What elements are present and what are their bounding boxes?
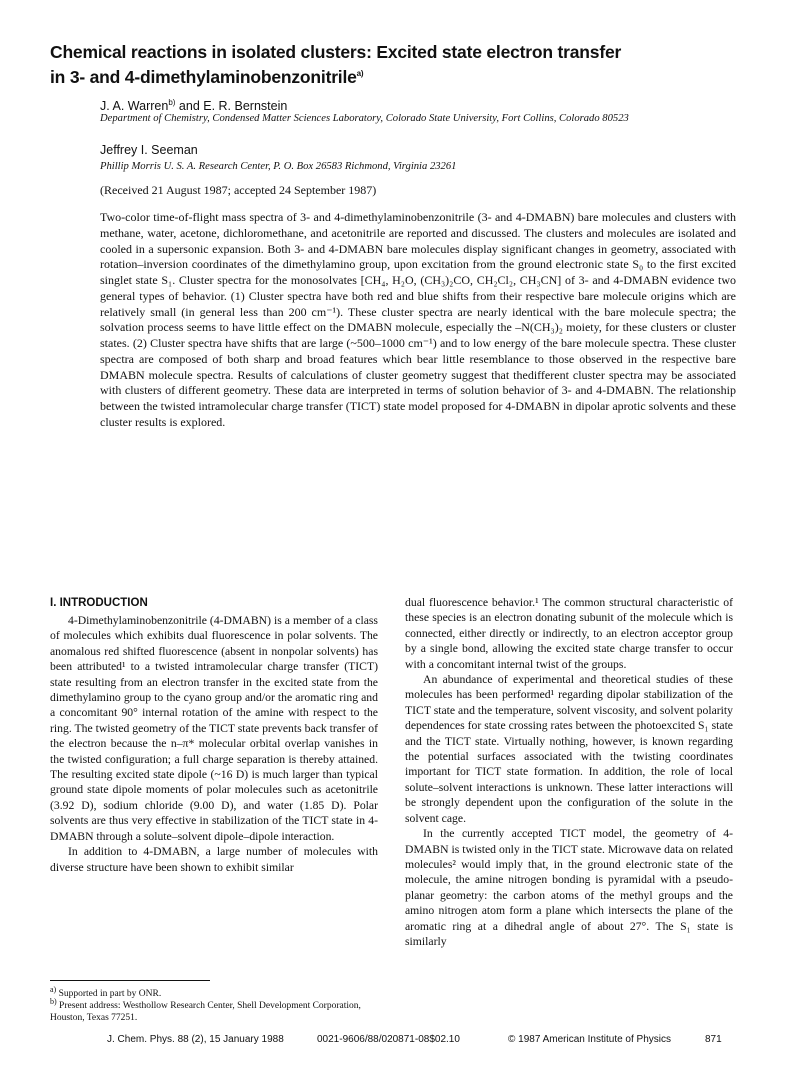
received-dates: (Received 21 August 1987; accepted 24 September 1987) xyxy=(100,183,377,197)
author-bernstein: and E. R. Bernstein xyxy=(175,99,288,114)
title-line-1: Chemical reactions in isolated clusters: Excited state electron transfer xyxy=(50,42,622,62)
page-number: 871 xyxy=(705,1034,722,1045)
left-column xyxy=(50,594,378,875)
copyright-notice: © 1987 American Institute of Physics xyxy=(508,1034,672,1045)
section-heading: I. INTRODUCTION xyxy=(50,597,148,609)
author-seeman: Jeffrey I. Seeman xyxy=(100,143,198,157)
intro-paragraph-5: In the currently accepted TICT model, the geometry of 4-DMABN is twisted only in the TICT state. Microwave data on related molecules² would imply that, in the ground electronic state of the molecule, the amine nitrogen bonding is pyramidal with a pseudo-planar geometry: the carbon atoms of the methyl groups and the amino nitrogen atom form a plane which intersects the plane of the aromatic ring at a dihedral angle of about 27°. The S₁ state is similarly xyxy=(405,827,733,948)
right-column xyxy=(405,595,733,949)
footnote-a-text: Supported in part by ONR. xyxy=(56,989,162,1000)
intro-paragraph-4: An abundance of experimental and theoretical studies of these molecules has been performed¹ regarding dipolar stabilization of the TICT state and the temperature, solvent viscosity, and solvent polarity dependences for state crossing rates between the photoexcited S₁ state and the TICT state. Virtually nothing, however, is known regarding the potential surfaces associated with the twisting coordinates important for TICT state formation. In addition, the role of local solute–solvent interactions is unknown. These latter interactions will be strongly dependent upon the configuration of the solute in the solvent cage. xyxy=(405,673,733,825)
footnote-b-text: Present address: Westhollow Research Center, Shell Development Corporation, Houston, Texas 77251. xyxy=(50,1001,361,1023)
footnote-divider xyxy=(50,980,210,981)
author-warren: J. A. Warren xyxy=(100,99,169,114)
intro-paragraph-1: 4-Dimethylaminobenzonitrile (4-DMABN) is a member of a class of molecules which exhibits dual fluorescence in polar solvents. The anomalous red shifted fluorescence (absent in nonpolar solvents) has been attributed¹ to a twisted intramolecular charge transfer (TICT) state resulting from an electron transfer in the excited state from the dimethylamino group to the cyano group and/or the aromatic ring and a concomitant 90° internal rotation of the amine with respect to the ring. The twisted geometry of the TICT state prevents back transfer of the electron because the n–π* molecular orbital overlap vanishes in the twisted configuration; a full charge separation is thereby attained. The resulting excited state dipole (~16 D) is much larger than typical ground state dipole moments of polar molecules such as acetonitrile (3.92 D), sodium chloride (9.00 D), and water (1.85 D). Polar solvents are thus very effective in stabilization of the TICT state in 4-DMABN through a solute–solvent dipole–dipole interaction. xyxy=(50,614,378,843)
article-title xyxy=(50,42,750,88)
footnote-b xyxy=(50,996,380,1024)
affiliation-1: Department of Chemistry, Condensed Matter Sciences Laboratory, Colorado State University, Fort Collins, Colorado 80523 xyxy=(100,113,629,124)
affiliation-2: Phillip Morris U. S. A. Research Center, P. O. Box 26583 Richmond, Virginia 23261 xyxy=(100,161,457,172)
intro-paragraph-2: In addition to 4-DMABN, a large number of molecules with diverse structure have been shown to exhibit similar xyxy=(50,845,378,874)
title-line-2 xyxy=(50,63,750,88)
footnote-a-mark: a) xyxy=(50,985,57,994)
abstract: Two-color time-of-flight mass spectra of 3- and 4-dimethylaminobenzonitrile (3- and 4-DMABN) bare molecules and clusters with methane, water, acetone, dichloromethane, and acetonitrile are reported and discussed. The clusters and molecules are isolated and cooled in a supersonic expansion. Both 3- and 4-DMABN bare molecules display significant changes in geometry, associated with rotation–inversion coordinates of the dimethylamino group, upon excitation from the ground electronic state S₀ to the first excited singlet state S₁. Cluster spectra for the monosolvates [CH₄, H₂O, (CH₃)₂CO, CH₂Cl₂, CH₃CN] of 3- and 4-DMABN evidence two general types of behavior. (1) Cluster spectra have both red and blue shifts from their respective bare molecule origins which are relatively small (in general less than 200 cm⁻¹). These cluster spectra are nearly identical with the bare molecule spectra; the solvation process seems to have little effect on the DMABN molecule, especially the –N(CH₃)₂ moiety, for these clusters or cluster states. (2) Cluster spectra have shifts that are large (~500–1000 cm⁻¹) and to low energy of the bare molecule spectra. These cluster spectra are composed of both sharp and broad features which bear little resemblance to those observed in the respective bare DMABN molecule spectra. Results of calculations of cluster geometry suggest that thedifferent cluster spectra may be associated with clusters of different geometry. These data are interpreted in terms of solution behavior of 3- and 4-DMABN. The relationship between the twisted intramolecular charge transfer (TICT) state model proposed for 4-DMABN in dipolar aprotic solvents and these cluster results is explored. xyxy=(100,210,736,429)
journal-citation: J. Chem. Phys. 88 (2), 15 January 1988 xyxy=(107,1034,284,1045)
title-line-2-text: in 3- and 4-dimethylaminobenzonitrile xyxy=(50,66,357,87)
intro-paragraph-3: dual fluorescence behavior.¹ The common structural characteristic of these species is an electron donating subunit of the molecule which is connected, either directly or indirectly, to an electron acceptor group by a single bond, allowing the excited state charge transfer to occur with a concomitant internal twist of the groups. xyxy=(405,596,733,671)
author-footnote-mark: b) xyxy=(168,98,176,107)
title-footnote-mark: a) xyxy=(356,69,364,78)
article-code: 0021-9606/88/020871-08$02.10 xyxy=(317,1034,460,1045)
footnote-b-mark: b) xyxy=(50,997,57,1006)
